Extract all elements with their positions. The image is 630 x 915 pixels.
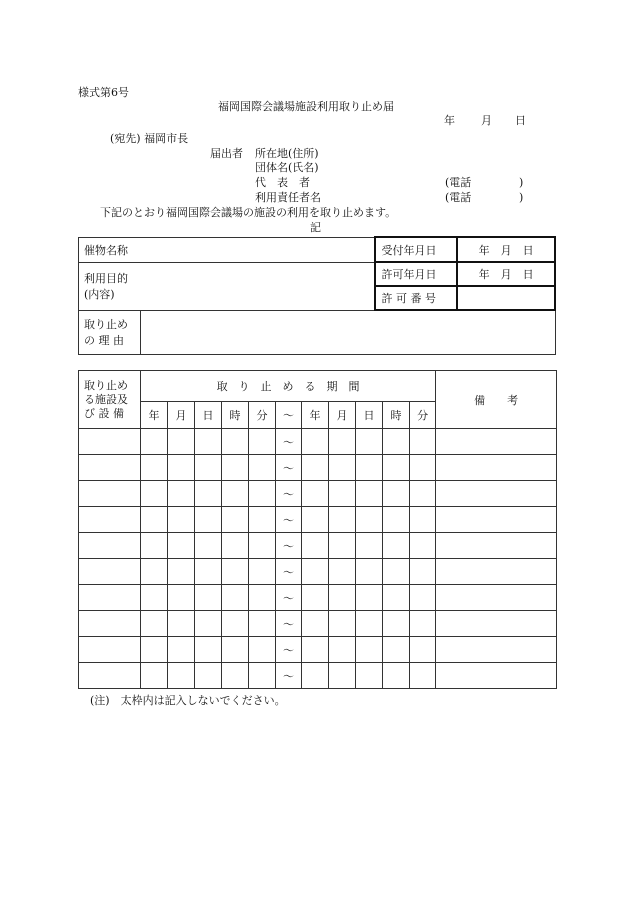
period-cell[interactable] [168,481,195,507]
period-cell[interactable] [195,533,222,559]
period-cell[interactable] [195,663,222,689]
period-cell[interactable] [222,663,249,689]
table-row [79,481,557,507]
received-date-label: 受付年月日 [375,237,457,262]
period-cell[interactable] [249,507,276,533]
remarks-cell[interactable] [436,559,557,585]
purpose-label: 利用目的 [84,272,128,285]
tilde-cell: ～ [276,637,302,663]
phone-open-2: (電話 [445,191,472,204]
purpose-cell[interactable] [79,262,376,310]
period-cell[interactable] [356,481,383,507]
table-row [79,533,557,559]
page-title: 福岡国際会議場施設利用取り止め届 [218,100,394,113]
period-cell[interactable] [302,481,329,507]
received-date-field[interactable]: 年 月 日 [457,237,555,262]
period-cell[interactable] [141,611,168,637]
remarks-cell[interactable] [436,663,557,689]
period-cell[interactable] [249,481,276,507]
reason-label-1: 取り止め [84,318,128,331]
period-cell[interactable] [168,559,195,585]
period-cell[interactable] [222,611,249,637]
facility-cell[interactable] [79,611,141,637]
period-cell[interactable] [410,533,436,559]
period-cell[interactable] [249,663,276,689]
period-cell[interactable] [383,559,410,585]
period-cell[interactable] [302,559,329,585]
facility-cell[interactable] [79,429,141,455]
addressee: (宛先) 福岡市長 [110,132,189,145]
period-cell[interactable] [410,429,436,455]
facility-header-1: 取り止め [84,378,128,392]
period-cell[interactable] [195,585,222,611]
period-cell[interactable] [141,481,168,507]
remarks-cell[interactable] [436,507,557,533]
period-cell[interactable] [302,611,329,637]
period-cell[interactable] [410,611,436,637]
period-cell[interactable] [302,585,329,611]
applicant-label: 届出者 [210,147,243,160]
period-cell[interactable] [329,611,356,637]
period-unit-1: 月 [168,402,195,429]
remarks-cell[interactable] [436,611,557,637]
facility-cell[interactable] [79,637,141,663]
period-cell[interactable] [249,559,276,585]
table-row [79,611,557,637]
period-cell[interactable] [195,559,222,585]
period-unit-8: 日 [356,402,383,429]
period-cell[interactable] [410,481,436,507]
period-cell[interactable] [356,507,383,533]
period-cell[interactable] [383,455,410,481]
period-cell[interactable] [195,481,222,507]
tilde-cell: ～ [276,455,302,481]
period-cell[interactable] [383,429,410,455]
manager-label: 利用責任者名 [255,191,321,204]
period-cell[interactable] [329,533,356,559]
intro-text: 下記のとおり福岡国際会議場の施設の利用を取り止めます。 [100,206,397,219]
period-cell[interactable] [383,611,410,637]
period-cell[interactable] [383,585,410,611]
period-cell[interactable] [141,585,168,611]
period-cell[interactable] [222,533,249,559]
period-cell[interactable] [222,455,249,481]
period-cell[interactable] [410,559,436,585]
period-cell[interactable] [195,507,222,533]
period-cell[interactable] [302,637,329,663]
table-row [79,637,557,663]
period-unit-7: 月 [329,402,356,429]
tilde-cell: ～ [276,585,302,611]
period-cell[interactable] [302,455,329,481]
reason-label-cell [79,310,141,354]
representative-label: 代 表 者 [255,176,310,189]
period-cell[interactable] [168,637,195,663]
purpose-sub-label: (内容) [84,288,115,301]
period-cell[interactable] [410,455,436,481]
period-unit-3: 時 [222,402,249,429]
permit-date-field[interactable]: 年 月 日 [457,262,555,286]
form-number: 様式第6号 [78,86,129,99]
period-cell[interactable] [222,429,249,455]
facility-cell[interactable] [79,455,141,481]
period-cell[interactable] [329,585,356,611]
facility-cell[interactable] [79,533,141,559]
period-cell[interactable] [249,429,276,455]
phone-open-1: (電話 [445,176,472,189]
period-cell[interactable] [356,455,383,481]
period-cell[interactable] [249,611,276,637]
period-cell[interactable] [302,663,329,689]
period-cell[interactable] [356,637,383,663]
period-cell[interactable] [356,663,383,689]
remarks-cell[interactable] [436,637,557,663]
period-cell[interactable] [329,429,356,455]
table-row [79,429,557,455]
period-cell[interactable] [168,507,195,533]
period-cell[interactable] [222,481,249,507]
period-cell[interactable] [356,585,383,611]
period-cell[interactable] [141,533,168,559]
period-cell[interactable] [222,585,249,611]
period-cell[interactable] [329,637,356,663]
permit-date-label: 許可年月日 [375,262,457,286]
period-cell[interactable] [356,429,383,455]
period-cell[interactable] [222,637,249,663]
period-cell[interactable] [195,637,222,663]
period-cell[interactable] [249,637,276,663]
tilde-cell: ～ [276,533,302,559]
info-table [78,236,556,355]
facility-cell[interactable] [79,585,141,611]
tilde-cell: ～ [276,611,302,637]
facility-cell[interactable] [79,663,141,689]
period-cell[interactable] [383,637,410,663]
period-cell[interactable] [249,585,276,611]
ki-label: 記 [310,221,321,234]
period-unit-10: 分 [410,402,436,429]
period-cell[interactable] [141,559,168,585]
date-month-label: 月 [481,114,492,127]
remarks-header: 備 考 [436,371,557,429]
period-cell[interactable] [410,585,436,611]
period-unit-4: 分 [249,402,276,429]
reason-field[interactable] [140,310,555,354]
period-cell[interactable] [168,455,195,481]
period-unit-9: 時 [383,402,410,429]
period-cell[interactable] [329,507,356,533]
period-cell[interactable] [329,481,356,507]
period-cell[interactable] [141,637,168,663]
table-row [79,507,557,533]
period-cell[interactable] [222,559,249,585]
period-unit-2: 日 [195,402,222,429]
remarks-cell[interactable] [436,585,557,611]
period-cell[interactable] [141,429,168,455]
period-header: 取 り 止 め る 期 間 [141,371,436,402]
organization-label: 団体名(氏名) [255,161,319,174]
phone-close-1: ) [519,176,524,189]
period-cell[interactable] [329,663,356,689]
period-cell[interactable] [329,559,356,585]
facility-header-3: び 設 備 [84,406,124,420]
permit-number-field[interactable] [457,286,555,310]
period-cell[interactable] [168,533,195,559]
table-row [79,585,557,611]
period-cell[interactable] [410,637,436,663]
period-cell[interactable] [249,533,276,559]
period-cell[interactable] [383,481,410,507]
table-row [79,559,557,585]
period-cell[interactable] [168,611,195,637]
facility-header-2: る施設及 [84,392,128,406]
table-row [79,455,557,481]
period-unit-0: 年 [141,402,168,429]
remarks-cell[interactable] [436,533,557,559]
reason-label-2: の 理 由 [84,334,124,347]
period-cell[interactable] [168,663,195,689]
phone-close-2: ) [519,191,524,204]
remarks-cell[interactable] [436,429,557,455]
period-cell[interactable] [383,533,410,559]
period-unit-6: 年 [302,402,329,429]
facility-cell[interactable] [79,481,141,507]
tilde-cell: ～ [276,507,302,533]
period-cell[interactable] [249,455,276,481]
date-year-label: 年 [444,114,455,127]
period-unit-5: ～ [276,402,302,429]
table-row [79,663,557,689]
period-cell[interactable] [329,455,356,481]
period-cell[interactable] [168,429,195,455]
period-cell[interactable] [195,429,222,455]
address-label: 所在地(住所) [255,147,319,160]
period-cell[interactable] [356,559,383,585]
period-cell[interactable] [302,507,329,533]
event-name-label: 催物名称 [79,237,376,262]
period-cell[interactable] [383,507,410,533]
facility-header [79,371,141,429]
period-cell[interactable] [195,455,222,481]
period-cell[interactable] [222,507,249,533]
date-day-label: 日 [515,114,526,127]
period-cell[interactable] [195,611,222,637]
period-cell[interactable] [356,533,383,559]
period-cell[interactable] [141,507,168,533]
period-cell[interactable] [410,507,436,533]
period-cell[interactable] [141,663,168,689]
tilde-cell: ～ [276,663,302,689]
facility-cell[interactable] [79,507,141,533]
period-cell[interactable] [356,611,383,637]
period-cell[interactable] [410,663,436,689]
permit-number-label: 許 可 番 号 [375,286,457,310]
tilde-cell: ～ [276,559,302,585]
note: (注) 太枠内は記入しないでください。 [90,694,286,707]
tilde-cell: ～ [276,481,302,507]
facility-table [78,370,557,689]
tilde-cell: ～ [276,429,302,455]
facility-cell[interactable] [79,559,141,585]
period-cell[interactable] [141,455,168,481]
period-cell[interactable] [168,585,195,611]
remarks-cell[interactable] [436,481,557,507]
remarks-cell[interactable] [436,455,557,481]
period-cell[interactable] [302,429,329,455]
period-cell[interactable] [383,663,410,689]
period-cell[interactable] [302,533,329,559]
